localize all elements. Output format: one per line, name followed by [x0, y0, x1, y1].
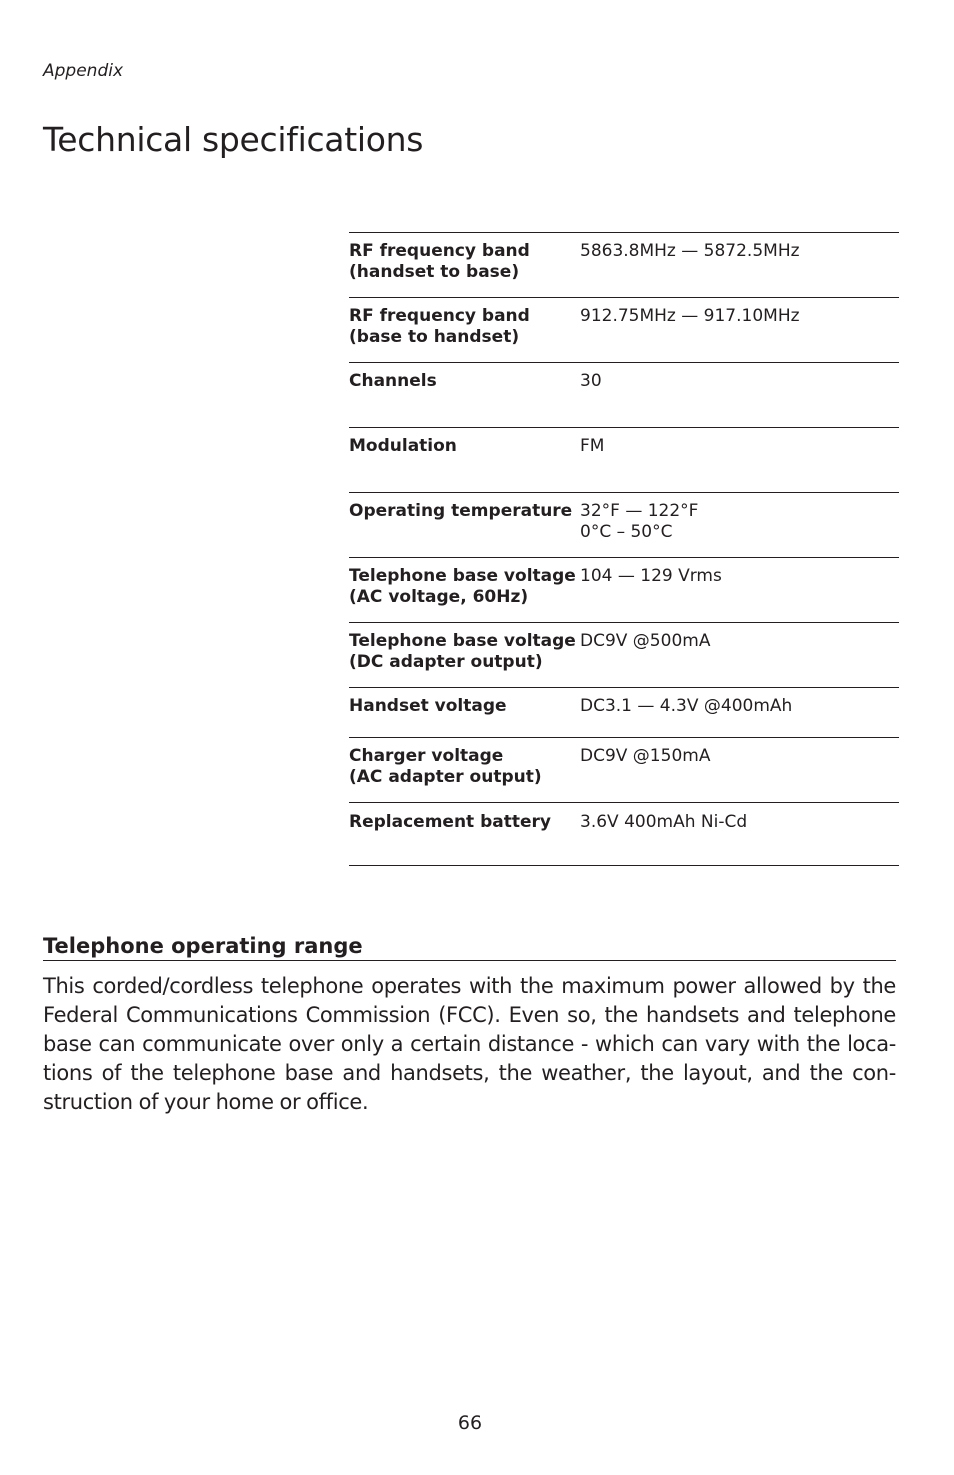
spec-label: Handset voltage [349, 696, 507, 716]
spec-label: RF frequency band (base to handset) [349, 306, 530, 347]
spec-value: DC3.1 — 4.3V @400mAh [580, 696, 793, 716]
spec-row-rf-base-to-handset [349, 298, 899, 363]
spec-label: Telephone base voltage (DC adapter output) [349, 631, 576, 672]
spec-row-handset-voltage [349, 688, 899, 738]
spec-row-base-voltage-dc [349, 623, 899, 688]
spec-label: Replacement battery [349, 812, 551, 832]
spec-label: Channels [349, 371, 437, 391]
spec-label: RF frequency band (handset to base) [349, 241, 530, 282]
spec-row-modulation [349, 428, 899, 493]
range-section-body: This corded/cordless telephone operates with the maximum power allowed by the Federal Communications Commission (FCC). Even so, the handsets and telephone base can communicate over only a certain distance - which can vary with the loca- tions of the telephone base and handsets, the weather, the layout, and the con- struction of your home or office. [43, 974, 896, 1114]
spec-value: 3.6V 400mAh Ni-Cd [580, 812, 748, 832]
spec-value: 30 [580, 371, 602, 391]
spec-label: Modulation [349, 436, 457, 456]
spec-value: FM [580, 436, 605, 456]
spec-value: 5863.8MHz — 5872.5MHz [580, 241, 800, 261]
spec-row-replacement-battery [349, 803, 899, 866]
spec-label: Operating temperature [349, 501, 573, 521]
spec-value: DC9V @500mA [580, 631, 711, 651]
range-section-heading: Telephone operating range [43, 934, 896, 961]
spec-label: Charger voltage (AC adapter output) [349, 746, 542, 787]
section-label: Appendix [43, 61, 124, 81]
spec-row-charger-voltage [349, 738, 899, 803]
spec-table [349, 232, 899, 866]
spec-row-operating-temperature [349, 493, 899, 558]
spec-value: DC9V @150mA [580, 746, 711, 766]
page-number: 66 [457, 1412, 483, 1434]
spec-value: 912.75MHz — 917.10MHz [580, 306, 800, 326]
spec-row-base-voltage-ac [349, 558, 899, 623]
spec-row-rf-handset-to-base [349, 233, 899, 298]
spec-value: 104 — 129 Vrms [580, 566, 722, 586]
spec-row-channels [349, 363, 899, 428]
spec-value: 32°F — 122°F 0°C – 50°C [580, 501, 699, 542]
spec-label: Telephone base voltage (AC voltage, 60Hz) [349, 566, 576, 607]
page-title: Technical specifications [43, 120, 424, 159]
